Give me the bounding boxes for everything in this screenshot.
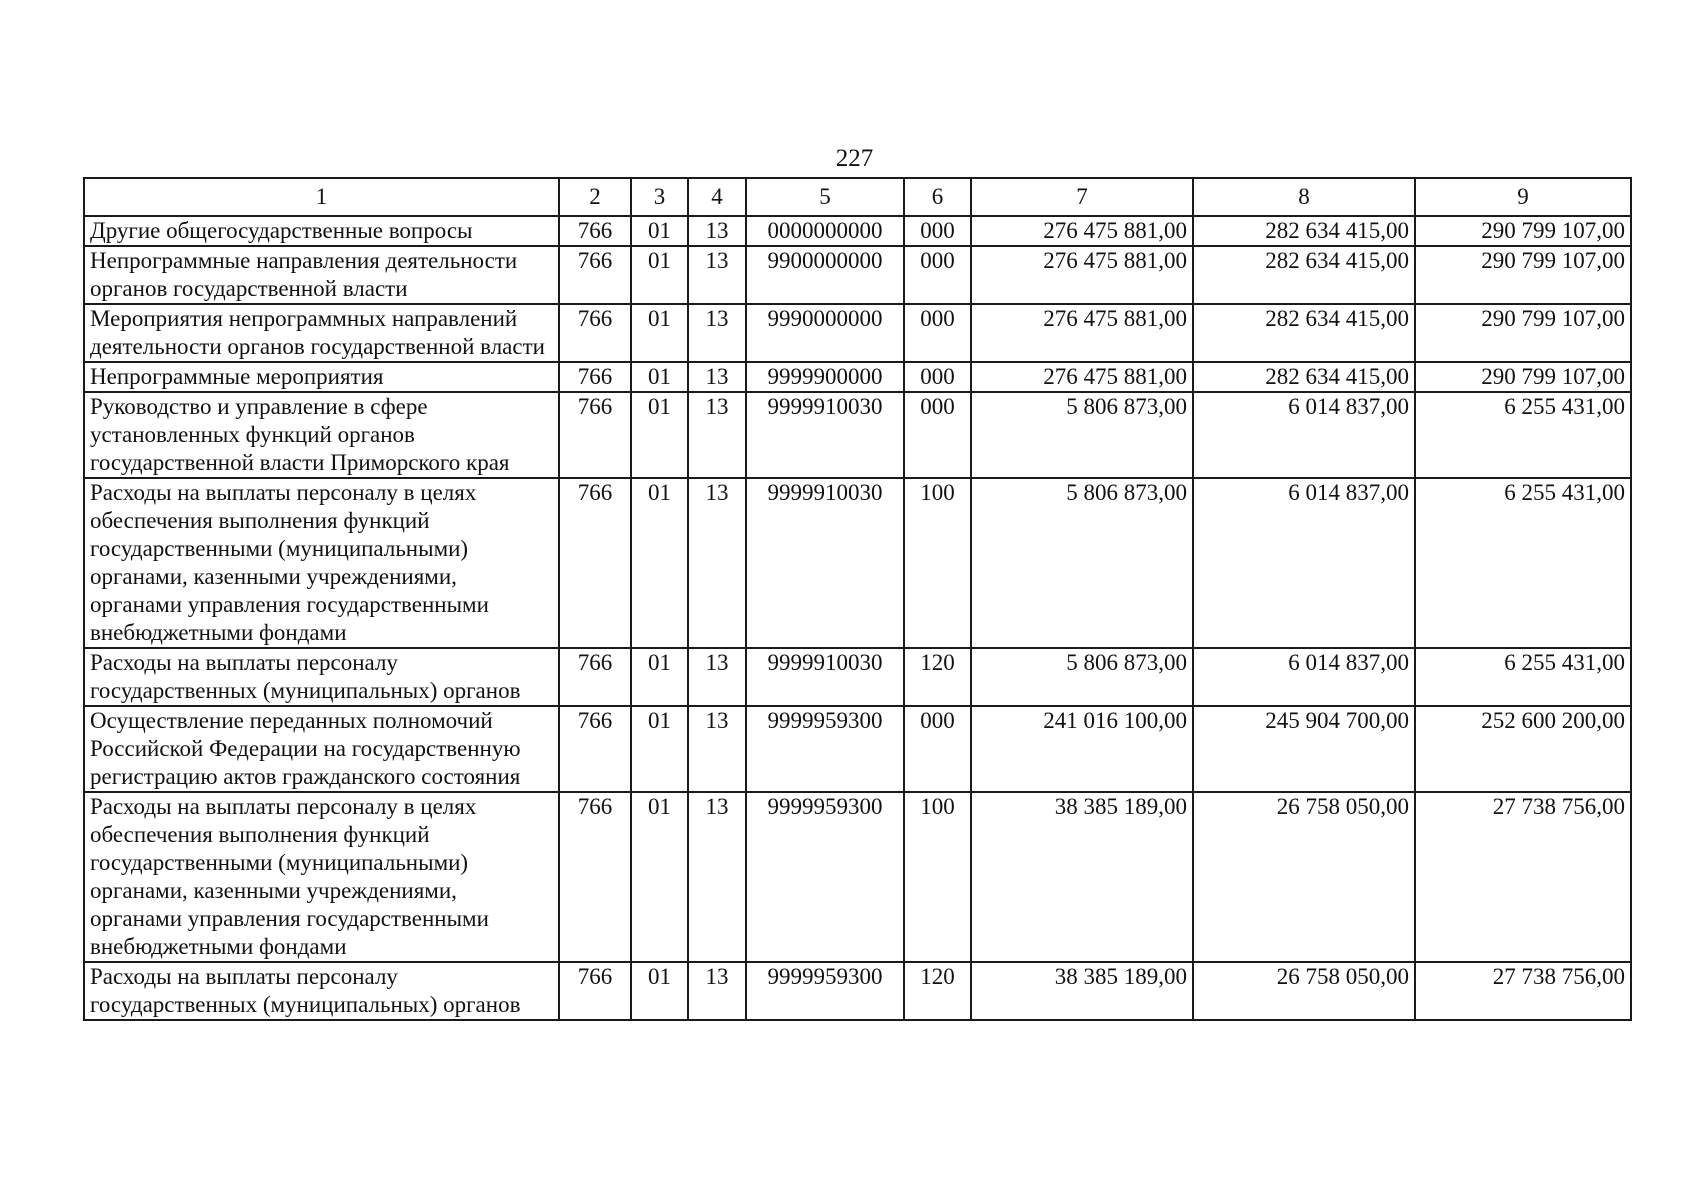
amount-col8: 26 758 050,00: [1193, 792, 1415, 962]
target-article-code: 9999959300: [746, 706, 904, 792]
table-row: [84, 706, 1631, 792]
page-number: 227: [835, 145, 874, 172]
row-name: Непрограммные мероприятия: [84, 362, 559, 392]
budget-table: [83, 177, 1632, 1021]
subsection-code: 13: [688, 246, 746, 304]
amount-col7: 5 806 873,00: [971, 478, 1193, 648]
amount-col8: 282 634 415,00: [1193, 362, 1415, 392]
section-code: 01: [631, 478, 688, 648]
expense-type-code: 000: [904, 246, 971, 304]
column-header: 4: [688, 178, 746, 216]
target-article-code: 9999959300: [746, 792, 904, 962]
subsection-code: 13: [688, 706, 746, 792]
subsection-code: 13: [688, 362, 746, 392]
amount-col8: 6 014 837,00: [1193, 648, 1415, 706]
section-code: 01: [631, 648, 688, 706]
amount-col9: 27 738 756,00: [1415, 962, 1631, 1020]
amount-col8: 6 014 837,00: [1193, 392, 1415, 478]
column-header: 8: [1193, 178, 1415, 216]
subsection-code: 13: [688, 792, 746, 962]
ministry-code: 766: [559, 246, 631, 304]
column-header: 1: [84, 178, 559, 216]
table-row: [84, 392, 1631, 478]
column-header: 3: [631, 178, 688, 216]
table-row: [84, 362, 1631, 392]
expense-type-code: 120: [904, 962, 971, 1020]
column-header: 6: [904, 178, 971, 216]
ministry-code: 766: [559, 706, 631, 792]
table-row: [84, 962, 1631, 1020]
section-code: 01: [631, 706, 688, 792]
target-article-code: 9999900000: [746, 362, 904, 392]
amount-col9: 290 799 107,00: [1415, 216, 1631, 246]
expense-type-code: 000: [904, 392, 971, 478]
section-code: 01: [631, 962, 688, 1020]
row-name: Непрограммные направления деятельности органов государственной власти: [84, 246, 559, 304]
expense-type-code: 100: [904, 478, 971, 648]
ministry-code: 766: [559, 648, 631, 706]
table-row: [84, 246, 1631, 304]
ministry-code: 766: [559, 478, 631, 648]
subsection-code: 13: [688, 304, 746, 362]
row-name: Руководство и управление в сфере установленных функций органов государственной власти Приморского края: [84, 392, 559, 478]
amount-col9: 6 255 431,00: [1415, 648, 1631, 706]
ministry-code: 766: [559, 392, 631, 478]
amount-col9: 6 255 431,00: [1415, 478, 1631, 648]
amount-col9: 290 799 107,00: [1415, 304, 1631, 362]
section-code: 01: [631, 216, 688, 246]
column-header: 7: [971, 178, 1193, 216]
amount-col7: 276 475 881,00: [971, 304, 1193, 362]
header-row: [84, 178, 1631, 216]
row-name: Расходы на выплаты персоналу в целях обеспечения выполнения функций государственными (муниципальными) органами, казенными учреждениями, органами управления государственными внебюджетными фондами: [84, 792, 559, 962]
ministry-code: 766: [559, 792, 631, 962]
expense-type-code: 000: [904, 304, 971, 362]
amount-col8: 26 758 050,00: [1193, 962, 1415, 1020]
table-row: [84, 478, 1631, 648]
amount-col8: 282 634 415,00: [1193, 246, 1415, 304]
table-row: [84, 216, 1631, 246]
target-article-code: 9999910030: [746, 478, 904, 648]
subsection-code: 13: [688, 216, 746, 246]
amount-col7: 276 475 881,00: [971, 362, 1193, 392]
expense-type-code: 000: [904, 362, 971, 392]
amount-col9: 27 738 756,00: [1415, 792, 1631, 962]
amount-col9: 290 799 107,00: [1415, 362, 1631, 392]
row-name: Мероприятия непрограммных направлений деятельности органов государственной власти: [84, 304, 559, 362]
ministry-code: 766: [559, 362, 631, 392]
table-row: [84, 648, 1631, 706]
column-header: 9: [1415, 178, 1631, 216]
row-name: Расходы на выплаты персоналу государственных (муниципальных) органов: [84, 962, 559, 1020]
expense-type-code: 120: [904, 648, 971, 706]
section-code: 01: [631, 304, 688, 362]
target-article-code: 9999959300: [746, 962, 904, 1020]
subsection-code: 13: [688, 962, 746, 1020]
ministry-code: 766: [559, 962, 631, 1020]
target-article-code: 9990000000: [746, 304, 904, 362]
amount-col9: 290 799 107,00: [1415, 246, 1631, 304]
ministry-code: 766: [559, 304, 631, 362]
row-name: Расходы на выплаты персоналу в целях обеспечения выполнения функций государственными (муниципальными) органами, казенными учреждениями, органами управления государственными внебюджетными фондами: [84, 478, 559, 648]
ministry-code: 766: [559, 216, 631, 246]
subsection-code: 13: [688, 648, 746, 706]
target-article-code: 0000000000: [746, 216, 904, 246]
amount-col8: 6 014 837,00: [1193, 478, 1415, 648]
amount-col9: 6 255 431,00: [1415, 392, 1631, 478]
row-name: Расходы на выплаты персоналу государственных (муниципальных) органов: [84, 648, 559, 706]
subsection-code: 13: [688, 392, 746, 478]
amount-col8: 282 634 415,00: [1193, 304, 1415, 362]
section-code: 01: [631, 246, 688, 304]
amount-col7: 241 016 100,00: [971, 706, 1193, 792]
row-name: Осуществление переданных полномочий Российской Федерации на государственную регистрацию актов гражданского состояния: [84, 706, 559, 792]
expense-type-code: 000: [904, 706, 971, 792]
section-code: 01: [631, 392, 688, 478]
amount-col9: 252 600 200,00: [1415, 706, 1631, 792]
amount-col7: 276 475 881,00: [971, 216, 1193, 246]
target-article-code: 9999910030: [746, 648, 904, 706]
row-name: Другие общегосударственные вопросы: [84, 216, 559, 246]
table-row: [84, 304, 1631, 362]
amount-col7: 5 806 873,00: [971, 648, 1193, 706]
amount-col7: 5 806 873,00: [971, 392, 1193, 478]
amount-col8: 282 634 415,00: [1193, 216, 1415, 246]
section-code: 01: [631, 362, 688, 392]
column-header: 2: [559, 178, 631, 216]
amount-col7: 38 385 189,00: [971, 792, 1193, 962]
amount-col8: 245 904 700,00: [1193, 706, 1415, 792]
target-article-code: 9999910030: [746, 392, 904, 478]
section-code: 01: [631, 792, 688, 962]
amount-col7: 38 385 189,00: [971, 962, 1193, 1020]
table-row: [84, 792, 1631, 962]
column-header: 5: [746, 178, 904, 216]
amount-col7: 276 475 881,00: [971, 246, 1193, 304]
expense-type-code: 100: [904, 792, 971, 962]
target-article-code: 9900000000: [746, 246, 904, 304]
subsection-code: 13: [688, 478, 746, 648]
expense-type-code: 000: [904, 216, 971, 246]
